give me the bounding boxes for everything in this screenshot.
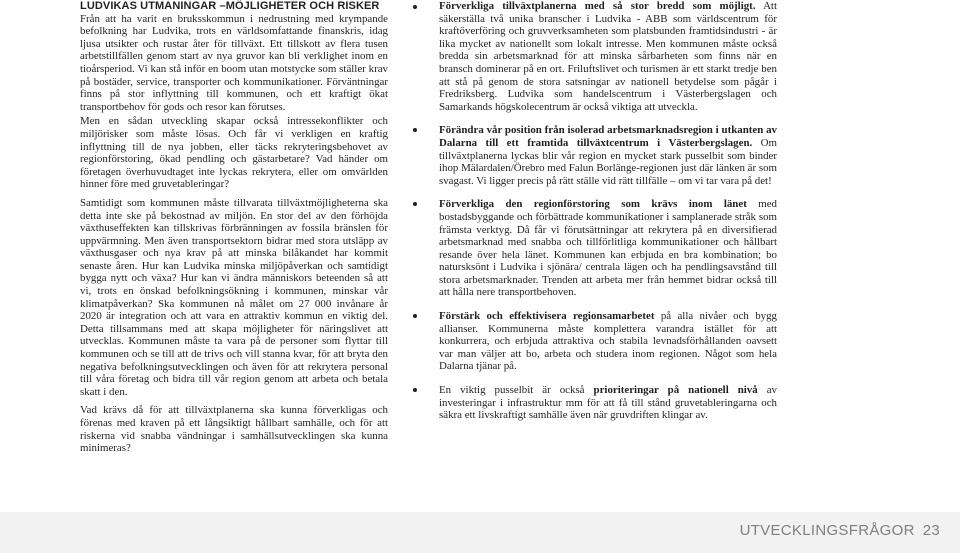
list-item-bold: prioriteringar på nationell nivå [593, 384, 758, 397]
list-item-text: En viktig pusselbit är också [439, 384, 594, 397]
list-item-bold: Förverkliga den regionförstoring som krävs inom länet [439, 198, 747, 211]
paragraph: Samtidigt som kommunen måste tillvarata tillväxtmöjligheterna ska detta inte ske på bekostnad av miljön. En stor del av den förhöjda växthuseffekten kan tillskrivas förbränningen av fossila bränslen för uppvärmning. Men även transportsektorn bidrar med stora utsläpp av växthusgaser och nya krav på att minska bilåkandet har kommit senaste åren. Hur kan Ludvika minska miljöpåverkan och samtidigt bygga nytt och växa? Hur kan vi ändra människors beteenden så att vi, trots en önskad befolkningsökning i kommunen, minskar vår klimatpåverkan? Ska kommunen nå målet om 27 000 invånare år 2020 är integration och att vara en attraktiv kommun en viktig del. Detta tillsammans med att skapa möjligheter för näringslivet att utvecklas. Kommunen måste ta vara på de personer som flyttar till kommunen och se till att de trivs och vill stanna kvar, för att bryta den negativa befolkningsutvecklingen och även för att rekrytera personal till våra företag och bidra till vår region genom att arbeta och betala skatt i den. [80, 196, 388, 398]
bullet-icon [413, 202, 417, 206]
list-item [413, 310, 777, 373]
page-footer [740, 522, 940, 539]
list-item-text: av investeringar i infrastruktur mm för att få till stånd gruvetableringarna och säkra ett livskraftigt samhälle även när gruvdriften klingar av. [439, 384, 777, 422]
list-item-text: Att säkerställa två unika branscher i Ludvika - ABB som världscentrum för kraftöverföring och gruvverksamheten som platsbunden framtidsindustri - är lika mycket av nationellt som lokalt intresse. Men kommunen måste också bredda sin arbetsmarknad för att minska sårbarheten som finns när en bransch dominerar på en ort. Friluftslivet och turismen är ett starkt tredje ben att stå på genom de stora satsningar av nationell betydelse som pågår i Fredriksberg. Ludvika som handelscentrum i Västerbergslagen och Samarkands högskolecentrum är också viktiga att utveckla. [439, 0, 777, 113]
section-heading: LUDVIKAS UTMANINGAR –MÖJLIGHETER OCH RISKER [80, 0, 380, 12]
paragraph: Vad krävs då för att tillväxtplanerna ska kunna förverkligas och förenas med kraven på ett långsiktigt hållbart samhälle, och för att riskerna vid snabba vändningar i samhällsutvecklingen ska kunna minimeras? [80, 404, 388, 455]
list-item [413, 124, 777, 187]
list-item-bold: Förstärk och effektivisera regionsamarbetet [439, 310, 655, 323]
paragraph: Men en sådan utveckling skapar också intressekonflikter och miljörisker som måste lösas. Och får vi verkligen en kraftig inflyttning till de nya jobben, eller täcks rekryteringsbehovet av regionförstoring, ökad pendling och gästarbetare? Vad händer om företagen överhuvudtaget inte lyckas rekrytera, eller om omvärlden hinner före med gruvetableringar? [80, 115, 388, 191]
list-item-text: Om tillväxtplanerna lyckas blir vår region en mycket stark pusselbit som binder ihop Mälardalen/Örebro med Falun Borlänge-regionen just där länken är som svagast. Vi ligger precis på rätt ställe vid rätt tillfälle – om vi tar vara på det! [439, 136, 778, 187]
right-column [413, 0, 777, 433]
bullet-list [413, 0, 777, 422]
list-item-text: med bostadsbyggande och förbättrade kommunikationer i samplanerade stråk som främsta verktyg. Då får vi förutsättningar att rekrytera på en diversifierad arbetsmarknad med snabba och tillförlitliga kommunikationer och hållbart resande över hela länet. Kommunen kan erbjuda en bra kombination; bo natursksönt i Ludvika i sjönära/ centrala lägen och ha pendlingsavstånd till stora arbetsmarknader. Trenden att arbeta mer från hemmet bidrar också till att hålla nere transportbehoven. [439, 198, 777, 299]
bullet-icon [413, 388, 417, 392]
bullet-icon [413, 5, 417, 9]
paragraph: Från att ha varit en bruksskommun i nedrustning med krympande befolkning har Ludvika, trots en världsomfattande finanskris, idag ljusa utsikter och rustar åter för tillväxt. Ett tillskott av flera tusen arbetstillfällen genom start av nya gruvor kan bli verklighet inom en tioårsperiod. Vi kan stå inför en boom utan motstycke som ställer krav på bostäder, service, transporter och kommunikationer. Förväntningar finns på stor inflyttning till kommunen, och ett kraftigt ökat transportbehov för gods och resor kan förutses. [80, 12, 388, 113]
page-number: 23 [922, 522, 940, 539]
bullet-icon [413, 128, 417, 132]
list-item [413, 198, 777, 299]
bullet-icon [413, 314, 417, 318]
list-item [413, 0, 777, 113]
list-item-bold: Förändra vår position från isolerad arbetsmarknadsregion i utkanten av Dalarna till ett framtida tillväxtcentrum i Västerbergslagen. [439, 124, 777, 149]
list-item-text: på alla nivåer och bygg allianser. Kommunerna måste komplettera varandra istället för att konkurrera, och erbjuda attraktiva och stabila levnadsförhållanden oavsett var man väljer att bo, arbeta och studera inom regionen. Något som hela Dalarna tjänar på. [439, 310, 777, 373]
list-item-bold: Förverkliga tillväxtplanerna med så stor bredd som möjligt. [439, 0, 756, 12]
footer-section-title: UTVECKLINGSFRÅGOR [739, 522, 915, 539]
list-item [413, 384, 777, 422]
left-column [80, 0, 388, 457]
